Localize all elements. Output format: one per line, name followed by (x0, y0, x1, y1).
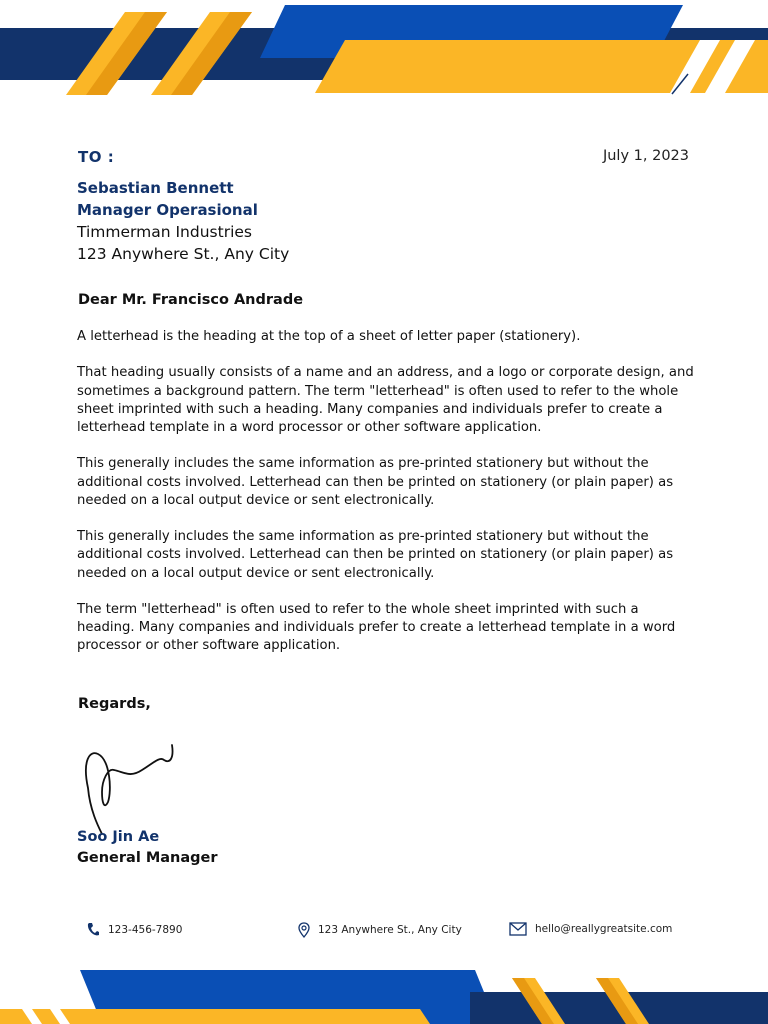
phone-number: 123-456-7890 (108, 924, 183, 936)
letter-body (77, 328, 697, 674)
to-label: TO : (78, 148, 115, 166)
office-address: 123 Anywhere St., Any City (318, 924, 462, 936)
body-paragraph: The term "letterhead" is often used to refer to the whole sheet imprinted with such a heading. Many companies and individuals prefer to create a letterhead template in a word processor or other software application. (77, 601, 676, 654)
header-decoration (0, 0, 768, 100)
contact-address (298, 922, 462, 938)
email-address: hello@reallygreatsite.com (535, 923, 673, 935)
handwritten-signature (72, 740, 184, 836)
phone-icon (86, 922, 100, 938)
location-pin-icon (298, 922, 310, 938)
signer-title: General Manager (77, 850, 218, 866)
recipient-name: Sebastian Bennett (77, 179, 234, 197)
recipient-address: 123 Anywhere St., Any City (77, 245, 290, 263)
body-paragraph: This generally includes the same information as pre-printed stationery but without the additional costs involved. Letterhead can then be printed on stationery (or plain paper) as needed on a local output device or sent electronically. (77, 529, 674, 581)
envelope-icon (509, 922, 527, 936)
letter-date: July 1, 2023 (602, 148, 689, 164)
footer-decoration (0, 964, 768, 1024)
body-paragraph: That heading usually consists of a name and an address, and a logo or corporate design, and sometimes a background pattern. The term "letterhead" is often used to refer to the whole sheet imprinted with such a heading. Many companies and individuals prefer to create a letterhead template in a word processor or other software application. (77, 365, 694, 435)
recipient-role: Manager Operasional (77, 201, 258, 219)
contact-phone (86, 922, 182, 938)
recipient-block (77, 177, 289, 265)
body-paragraph: This generally includes the same information as pre-printed stationery but without the additional costs involved. Letterhead can then be printed on stationery (or plain paper) as needed on a local output device or sent electronically. (77, 456, 674, 508)
salutation: Dear Mr. Francisco Andrade (78, 292, 304, 308)
signer-name: Soo Jin Ae (77, 829, 160, 845)
closing: Regards, (78, 696, 151, 712)
recipient-company: Timmerman Industries (77, 223, 252, 241)
body-paragraph: A letterhead is the heading at the top of a sheet of letter paper (stationery). (77, 329, 581, 344)
contact-email (509, 922, 672, 936)
